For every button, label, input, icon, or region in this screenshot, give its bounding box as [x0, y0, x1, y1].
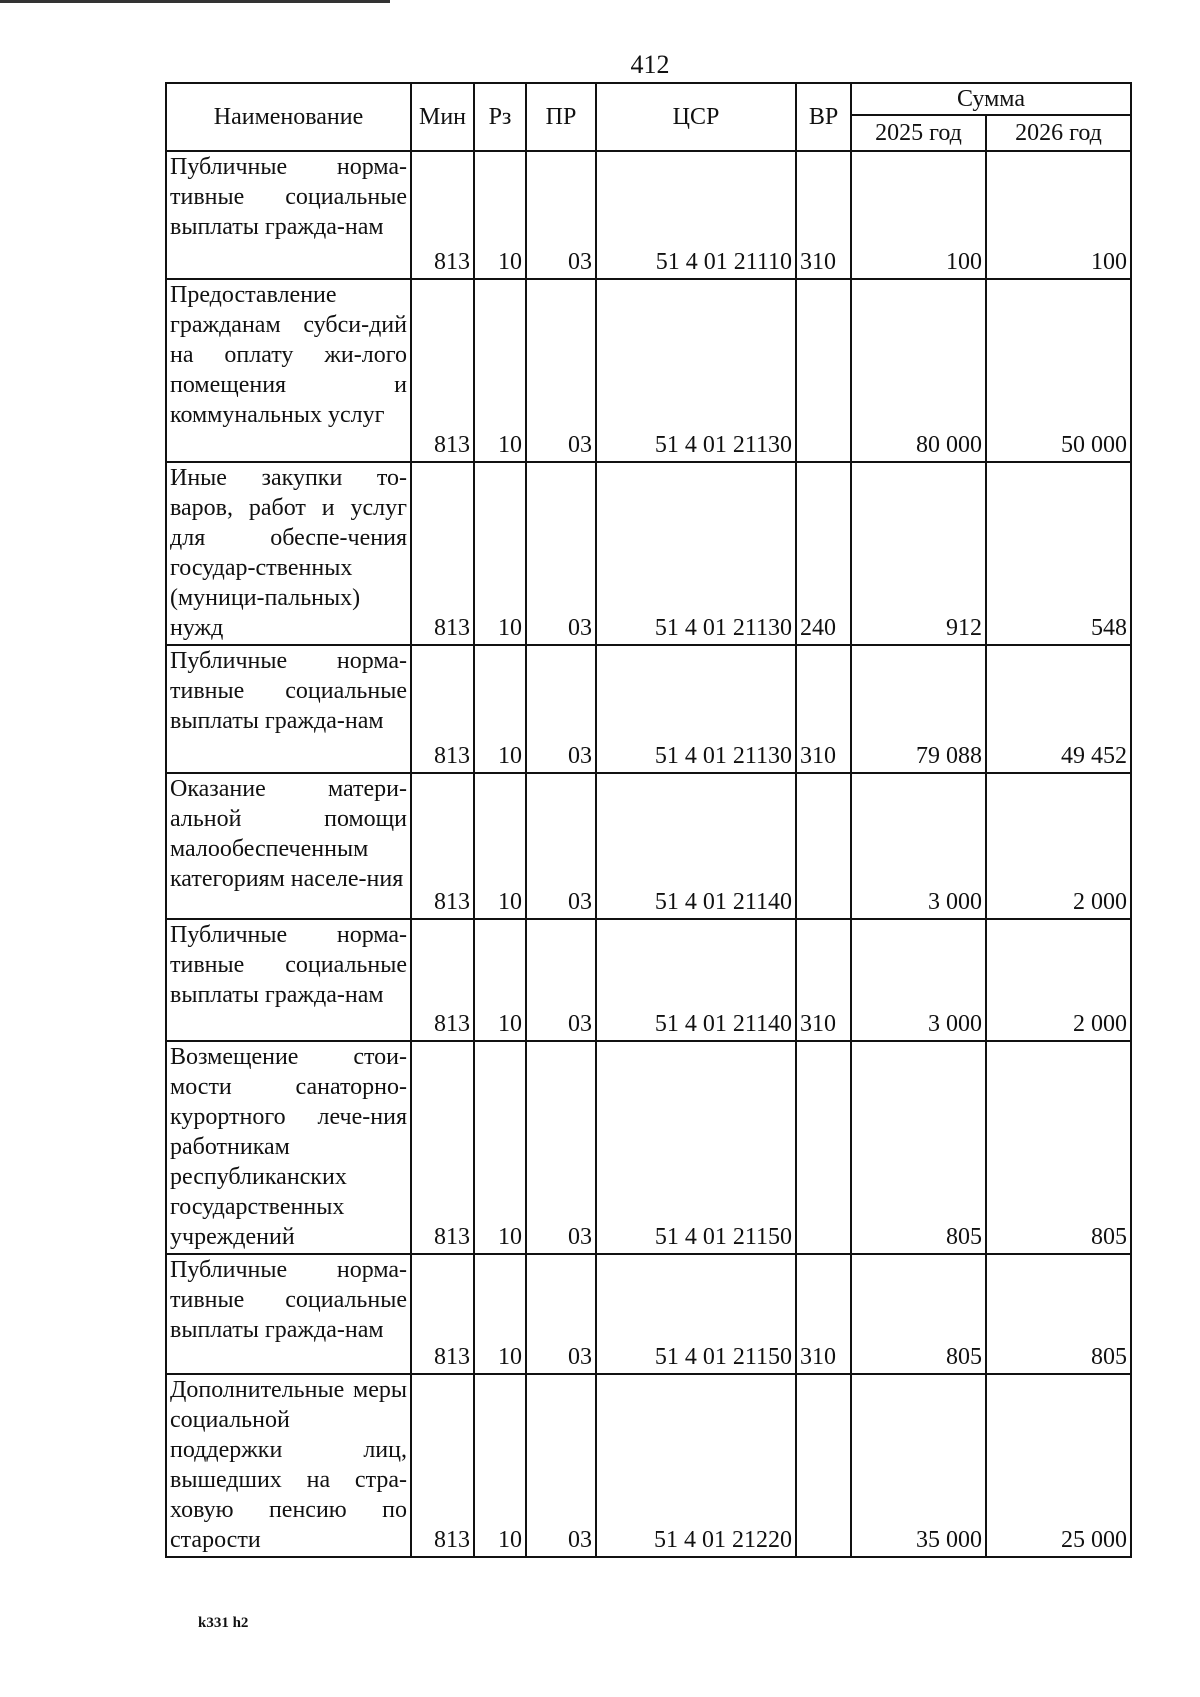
row-csr: 51 4 01 21140 — [596, 773, 796, 919]
row-sum-2026: 50 000 — [986, 279, 1131, 462]
header-pr: ПР — [526, 83, 596, 151]
table-row — [166, 1254, 1131, 1374]
row-sum-2026: 805 — [986, 1254, 1131, 1374]
row-rz: 10 — [474, 462, 526, 645]
row-sum-2025: 100 — [851, 151, 986, 279]
row-csr: 51 4 01 21130 — [596, 279, 796, 462]
row-sum-2025: 805 — [851, 1254, 986, 1374]
row-pr: 03 — [526, 773, 596, 919]
row-csr: 51 4 01 21130 — [596, 462, 796, 645]
row-rz: 10 — [474, 645, 526, 773]
table-row — [166, 1041, 1131, 1254]
row-sum-2025: 79 088 — [851, 645, 986, 773]
row-csr: 51 4 01 21140 — [596, 919, 796, 1041]
row-sum-2025: 805 — [851, 1041, 986, 1254]
row-name: Публичные норма-тивные социальные выплаты гражда-нам — [166, 1254, 411, 1374]
row-sum-2025: 3 000 — [851, 773, 986, 919]
row-name: Дополнительные меры социальной поддержки лиц, вышедших на стра-ховую пенсию по старости — [166, 1374, 411, 1557]
row-vr: 310 — [796, 645, 851, 773]
row-rz: 10 — [474, 151, 526, 279]
table-row — [166, 919, 1131, 1041]
row-name: Иные закупки то-варов, работ и услуг для обеспе-чения государ-ственных (муници-пальных) нужд — [166, 462, 411, 645]
row-min: 813 — [411, 151, 474, 279]
header-csr: ЦСР — [596, 83, 796, 151]
row-sum-2025: 3 000 — [851, 919, 986, 1041]
row-pr: 03 — [526, 1374, 596, 1557]
table-body — [166, 151, 1131, 1557]
header-year-2025: 2025 год — [851, 115, 986, 151]
row-sum-2026: 548 — [986, 462, 1131, 645]
row-pr: 03 — [526, 462, 596, 645]
row-csr: 51 4 01 21220 — [596, 1374, 796, 1557]
page-number: 412 — [630, 50, 670, 79]
row-sum-2025: 80 000 — [851, 279, 986, 462]
header-vr: ВР — [796, 83, 851, 151]
row-min: 813 — [411, 919, 474, 1041]
row-min: 813 — [411, 1254, 474, 1374]
row-min: 813 — [411, 1041, 474, 1254]
row-min: 813 — [411, 773, 474, 919]
row-rz: 10 — [474, 279, 526, 462]
row-pr: 03 — [526, 1041, 596, 1254]
row-rz: 10 — [474, 1254, 526, 1374]
row-pr: 03 — [526, 919, 596, 1041]
row-vr: 310 — [796, 1254, 851, 1374]
row-rz: 10 — [474, 1374, 526, 1557]
table-row — [166, 773, 1131, 919]
row-name: Публичные норма-тивные социальные выплаты гражда-нам — [166, 151, 411, 279]
header-sum: Сумма — [851, 83, 1131, 115]
top-rule — [0, 0, 390, 3]
row-pr: 03 — [526, 151, 596, 279]
row-vr: 310 — [796, 151, 851, 279]
row-sum-2026: 25 000 — [986, 1374, 1131, 1557]
header-rz: Рз — [474, 83, 526, 151]
row-csr: 51 4 01 21130 — [596, 645, 796, 773]
row-name: Публичные норма-тивные социальные выплаты гражда-нам — [166, 645, 411, 773]
row-name: Оказание матери-альной помощи малообеспеченным категориям населе-ния — [166, 773, 411, 919]
row-name: Предоставление гражданам субси-дий на оплату жи-лого помещения и коммунальных услуг — [166, 279, 411, 462]
row-vr — [796, 773, 851, 919]
row-min: 813 — [411, 1374, 474, 1557]
row-min: 813 — [411, 462, 474, 645]
row-vr — [796, 1041, 851, 1254]
row-name: Публичные норма-тивные социальные выплаты гражда-нам — [166, 919, 411, 1041]
row-min: 813 — [411, 645, 474, 773]
row-pr: 03 — [526, 645, 596, 773]
row-sum-2025: 912 — [851, 462, 986, 645]
row-rz: 10 — [474, 773, 526, 919]
header-year-2026: 2026 год — [986, 115, 1131, 151]
row-pr: 03 — [526, 1254, 596, 1374]
row-sum-2026: 805 — [986, 1041, 1131, 1254]
row-csr: 51 4 01 21110 — [596, 151, 796, 279]
header-name: Наименование — [166, 83, 411, 151]
row-vr: 240 — [796, 462, 851, 645]
row-pr: 03 — [526, 279, 596, 462]
table-header — [166, 83, 1131, 151]
row-vr — [796, 1374, 851, 1557]
footer-code: k331 h2 — [198, 1615, 249, 1631]
table-row — [166, 279, 1131, 462]
row-sum-2026: 49 452 — [986, 645, 1131, 773]
row-sum-2026: 2 000 — [986, 773, 1131, 919]
table-row — [166, 1374, 1131, 1557]
table-row — [166, 462, 1131, 645]
table-row — [166, 645, 1131, 773]
row-csr: 51 4 01 21150 — [596, 1254, 796, 1374]
header-min: Мин — [411, 83, 474, 151]
budget-table — [165, 82, 1132, 1558]
row-csr: 51 4 01 21150 — [596, 1041, 796, 1254]
row-sum-2025: 35 000 — [851, 1374, 986, 1557]
row-rz: 10 — [474, 919, 526, 1041]
row-sum-2026: 100 — [986, 151, 1131, 279]
row-sum-2026: 2 000 — [986, 919, 1131, 1041]
row-vr — [796, 279, 851, 462]
row-name: Возмещение стои-мости санаторно-курортного лече-ния работникам республиканских государственных учреждений — [166, 1041, 411, 1254]
row-min: 813 — [411, 279, 474, 462]
table-row — [166, 151, 1131, 279]
row-vr: 310 — [796, 919, 851, 1041]
row-rz: 10 — [474, 1041, 526, 1254]
